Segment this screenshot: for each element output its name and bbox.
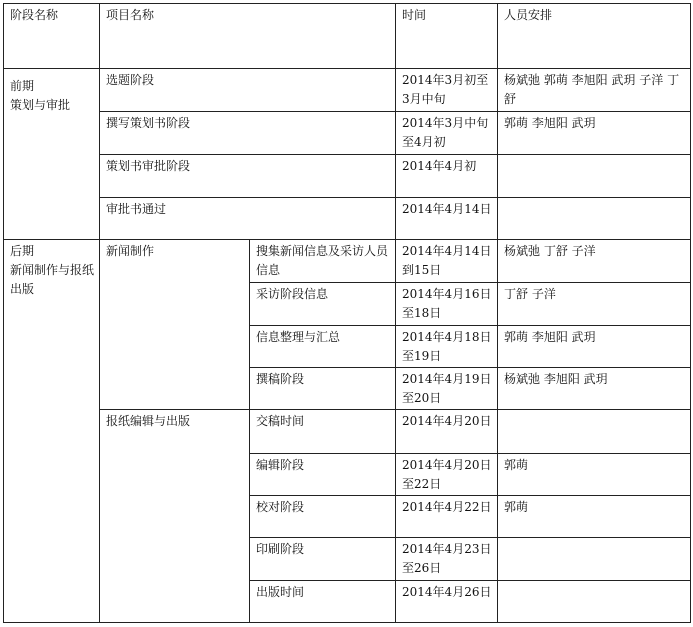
schedule-table [3,3,691,623]
staff-cell [498,580,691,622]
project-cell: 审批书通过 [100,197,396,239]
subproject-cell: 交稿时间 [250,410,396,453]
subproject-cell: 校对阶段 [250,495,396,537]
staff-cell [498,538,691,580]
project-cell: 策划书审批阶段 [100,155,396,197]
staff-cell [498,155,691,197]
header-phase: 阶段名称 [4,4,100,69]
subproject-cell: 搜集新闻信息及采访人员信息 [250,239,396,282]
staff-cell: 郭萌 李旭阳 武玥 [498,111,691,154]
project-cell: 撰写策划书阶段 [100,111,396,154]
time-cell: 2014年4月18日至19日 [396,325,498,367]
time-cell: 2014年4月14日 [396,197,498,239]
staff-cell: 杨斌弛 丁舒 子洋 [498,239,691,282]
staff-cell: 郭萌 [498,453,691,495]
table-row [4,197,691,239]
time-cell: 2014年4月初 [396,155,498,197]
time-cell: 2014年4月19日至20日 [396,367,498,409]
time-cell: 2014年3月中旬至4月初 [396,111,498,154]
table-row [4,239,691,282]
time-cell: 2014年3月初至3月中旬 [396,68,498,111]
table-row [4,111,691,154]
phase-cell-late: 后期 新闻制作与报纸出版 [4,239,100,622]
time-cell: 2014年4月22日 [396,495,498,537]
time-cell: 2014年4月23日至26日 [396,538,498,580]
time-cell: 2014年4月26日 [396,580,498,622]
time-cell: 2014年4月16日至18日 [396,283,498,325]
subproject-cell: 出版时间 [250,580,396,622]
time-cell: 2014年4月14日到15日 [396,239,498,282]
header-time: 时间 [396,4,498,69]
subproject-cell: 信息整理与汇总 [250,325,396,367]
project-cell: 选题阶段 [100,68,396,111]
subproject-cell: 采访阶段信息 [250,283,396,325]
subproject-cell: 印刷阶段 [250,538,396,580]
header-project: 项目名称 [100,4,396,69]
staff-cell: 杨斌弛 郭萌 李旭阳 武玥 子洋 丁舒 [498,68,691,111]
staff-cell: 丁舒 子洋 [498,283,691,325]
header-staff: 人员安排 [498,4,691,69]
group-cell-news: 新闻制作 [100,239,250,409]
phase-cell-early: 前期 策划与审批 [4,68,100,239]
time-cell: 2014年4月20日 [396,410,498,453]
staff-cell: 郭萌 李旭阳 武玥 [498,325,691,367]
staff-cell [498,197,691,239]
table-row [4,155,691,197]
staff-cell: 杨斌弛 李旭阳 武玥 [498,367,691,409]
group-cell-paper: 报纸编辑与出版 [100,410,250,623]
subproject-cell: 编辑阶段 [250,453,396,495]
staff-cell: 郭萌 [498,495,691,537]
subproject-cell: 撰稿阶段 [250,367,396,409]
time-cell: 2014年4月20日至22日 [396,453,498,495]
table-header-row [4,4,691,69]
staff-cell [498,410,691,453]
table-row [4,410,691,453]
table-row [4,68,691,111]
